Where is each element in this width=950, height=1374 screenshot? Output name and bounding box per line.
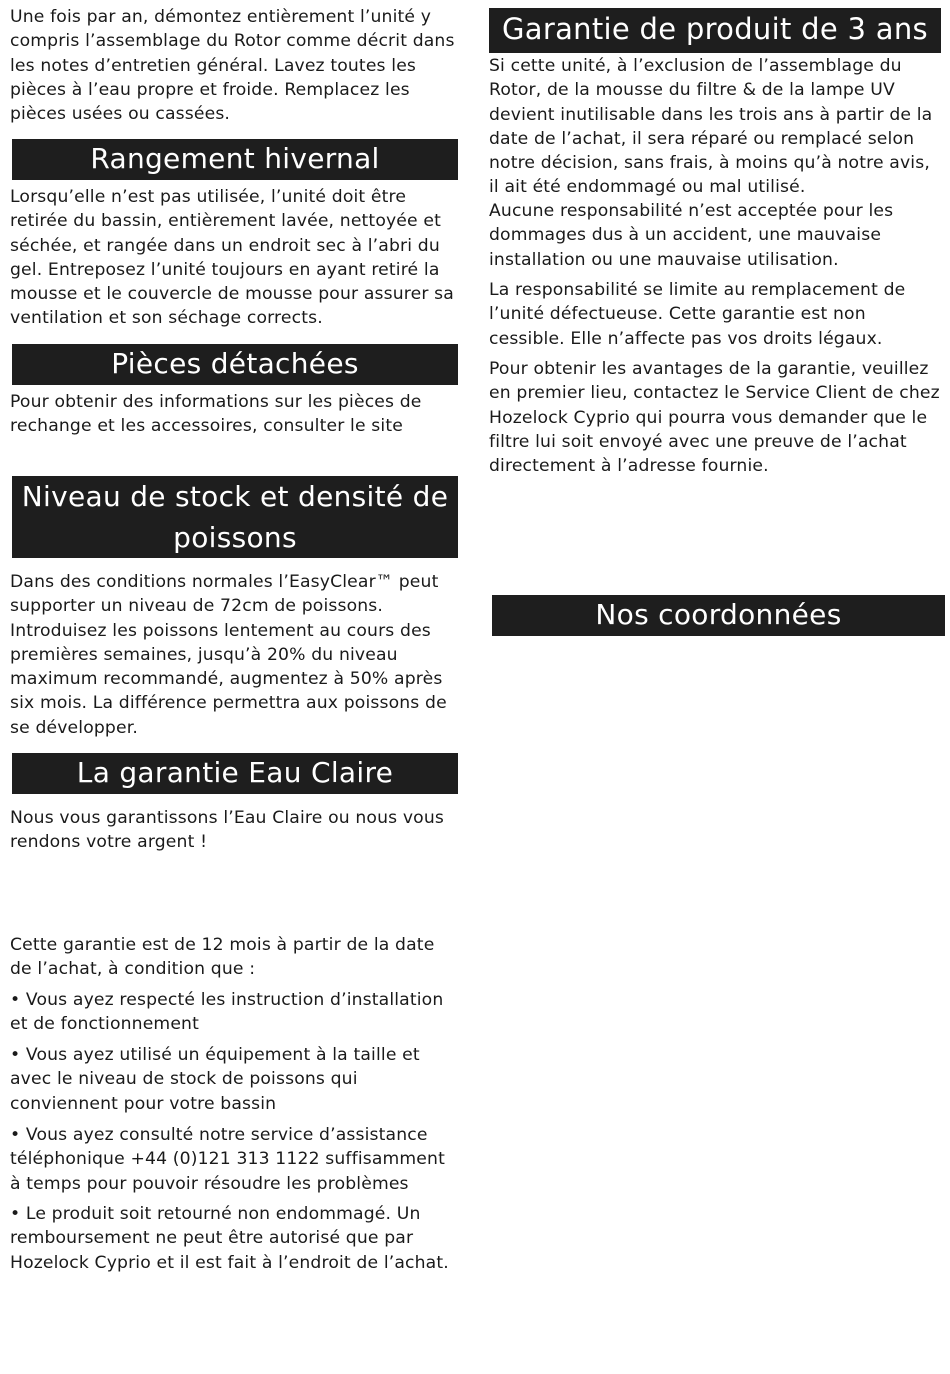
winter-storage-heading: Rangement hivernal <box>12 139 458 180</box>
clear-water-heading: La garantie Eau Claire <box>12 753 458 794</box>
warranty-paragraph: Aucune responsabilité n’est acceptée pour les dommages dus à un accident, une mauvaise installation ou une mauvaise utilisation. <box>489 201 894 270</box>
condition-item: • Vous ayez utilisé un équipement à la taille et avec le niveau de stock de poissons qui conviennent pour votre bassin <box>10 1045 420 1114</box>
spare-parts-body: Pour obtenir des informations sur les pièces de rechange et les accessoires, consulter le site <box>10 392 422 437</box>
stocking-heading: Niveau de stock et densité de poissons <box>12 476 458 558</box>
condition-item: • Vous ayez consulté notre service d’assistance téléphonique +44 (0)121 313 1122 suffisamment à temps pour pouvoir résoudre les problèmes <box>10 1125 445 1194</box>
winter-storage-body: Lorsqu’elle n’est pas utilisée, l’unité doit être retirée du bassin, entièrement lavée, nettoyée et séchée, et rangée dans un endroit sec à l’abri du gel. Entreposez l’unité toujours en ayant retiré la mousse et le couvercle de mousse pour assurer sa ventilation et son séchage corrects. <box>10 187 454 329</box>
stocking-body: Dans des conditions normales l’EasyClear™ peut supporter un niveau de 72cm de poissons. Introduisez les poissons lentement au cours des premières semaines, jusqu’à 20% du niveau maximum recommandé, augmentez à 50% après six mois. La différence permettra aux poissons de se développer. <box>10 572 447 738</box>
clear-water-conditions-intro: Cette garantie est de 12 mois à partir de la date de l’achat, à condition que : <box>10 935 435 980</box>
warranty-paragraph: La responsabilité se limite au remplacement de l’unité défectueuse. Cette garantie est non cessible. Elle n’affecte pas vos droits légaux. <box>489 280 906 349</box>
clear-water-body: Nous vous garantissons l’Eau Claire ou nous vous rendons votre argent ! <box>10 808 444 853</box>
contact-heading: Nos coordonnées <box>492 595 945 636</box>
warranty-heading: Garantie de produit de 3 ans <box>489 8 941 53</box>
spare-parts-heading: Pièces détachées <box>12 344 458 385</box>
intro-paragraph: Une fois par an, démontez entièrement l’unité y compris l’assemblage du Rotor comme décrit dans les notes d’entretien général. Lavez toutes les pièces à l’eau propre et froide. Remplacez les pièces usées ou cassées. <box>10 7 455 125</box>
warranty-paragraph: Si cette unité, à l’exclusion de l’assemblage du Rotor, de la mousse du filtre & de la lampe UV devient inutilisable dans les trois ans à partir de la date de l’achat, il sera réparé ou remplacé selon notre décision, sans frais, à moins qu’à notre avis, il ait été endommagé ou mal utilisé. <box>489 56 933 198</box>
condition-item: • Vous ayez respecté les instruction d’installation et de fonctionnement <box>10 990 444 1035</box>
condition-item: • Le produit soit retourné non endommagé. Un remboursement ne peut être autorisé que par Hozelock Cyprio et il est fait à l’endroit de l’achat. <box>10 1204 449 1273</box>
warranty-paragraph: Pour obtenir les avantages de la garantie, veuillez en premier lieu, contactez le Service Client de chez Hozelock Cyprio qui pourra vous demander que le filtre lui soit envoyé avec une preuve de l’achat directement à l’adresse fournie. <box>489 359 940 477</box>
